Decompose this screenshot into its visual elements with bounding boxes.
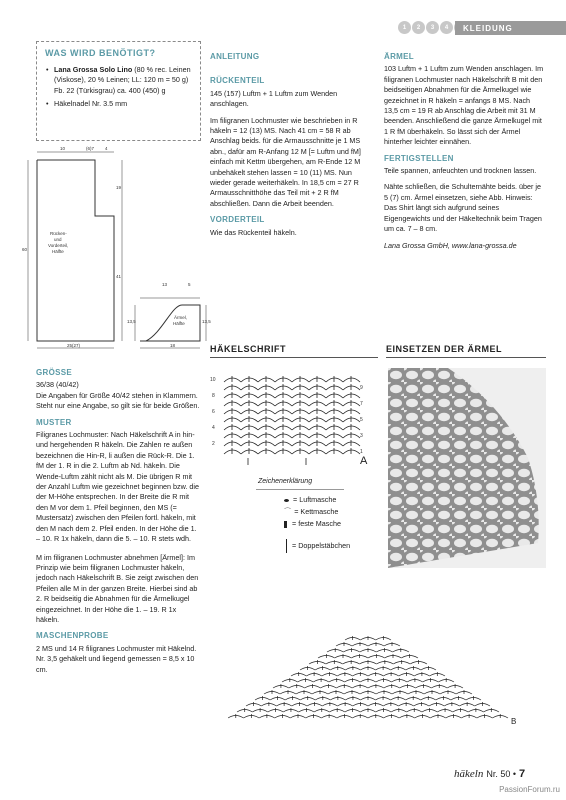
treble-crochet-icon	[286, 539, 287, 553]
paragraph: 2 MS und 14 R filigranes Lochmuster mit Häkelnd. Nr. 3,5 gehäkelt und liegend gemessen = 8,5 x 10 cm.	[36, 643, 197, 674]
materials-box	[36, 41, 201, 141]
chain-arc	[241, 386, 258, 390]
chain-arc	[343, 434, 360, 438]
divider	[386, 357, 546, 358]
chain-arc	[258, 442, 275, 446]
section-heading: MUSTER	[36, 417, 72, 427]
chain-arc	[224, 426, 241, 430]
chain-arc	[224, 434, 241, 438]
chain-arc	[224, 442, 241, 446]
dim-label: 13,5	[202, 319, 211, 324]
chain-arc	[326, 386, 343, 390]
legend	[284, 494, 350, 553]
chain-arc	[224, 386, 241, 390]
row-number: 10	[210, 377, 216, 383]
chain-arc	[275, 434, 292, 438]
legend-label: = Doppelstäbchen	[292, 540, 351, 550]
chain-arc	[241, 418, 258, 422]
chain-arc	[309, 394, 326, 398]
chain-arc	[241, 434, 258, 438]
legend-item	[284, 494, 350, 506]
paragraph: Im filigranen Lochmuster wie beschrieben in R häkeln = 12 (13) MS. Nach 41 cm = 58 R ab Anschlag beids. für die Armausschnitte je 1 MS abn., dafür am R-Anfang 12 M [= Luftm und fM] einfach mit Kettm übergehen, am R-Ende 12 M unbehäkelt stehen lassen = 10 (11) MS. Nun wieder gerade weiterhäkeln. In 18,5 cm = 27 R Armausschnitthöhe das Teil mit + 2 R fM abschließen. Dann die Arbeit beenden.	[210, 115, 361, 208]
dim-label: 4	[105, 146, 108, 151]
dim-label: 41	[116, 274, 122, 279]
section-heading: ANLEITUNG	[210, 52, 260, 61]
chart-label-a: A	[360, 455, 368, 467]
chain-arc	[275, 426, 292, 430]
chain-arc	[343, 394, 360, 398]
chain-arc	[309, 402, 326, 406]
chain-arc	[326, 434, 343, 438]
chain-arc	[292, 402, 309, 406]
section-dot: 4	[440, 21, 453, 34]
dim-label: 19	[116, 185, 122, 190]
dim-label: (6)7	[86, 146, 95, 151]
chain-arc	[258, 378, 275, 382]
chain-arc	[343, 410, 360, 414]
section-dot: 2	[412, 21, 425, 34]
paragraph: Teile spannen, anfeuchten und trocknen lassen.	[384, 166, 537, 176]
row-number: 5	[360, 417, 363, 423]
chain-arc	[309, 386, 326, 390]
chain-arc	[258, 450, 275, 454]
yarn-details: (80 % rec. Leinen (Viskose), 20 % Leinen; LL: 120 m = 50 g) Fb. 22 (Türkisgrau) ca. 400 (450) g	[54, 65, 191, 95]
chain-arc	[258, 410, 275, 414]
row-number: 9	[360, 385, 363, 391]
legend-label: = Kettmasche	[294, 507, 339, 516]
chain-arc	[292, 386, 309, 390]
chart-section-title: HÄKELSCHRIFT	[210, 344, 286, 354]
dim-label: 25(27)	[67, 343, 81, 348]
chain-symbol-icon	[284, 499, 289, 502]
schematic-label: Hälfte	[173, 321, 185, 326]
slip-stitch-icon: ⌒	[284, 507, 292, 516]
dim-label: 10	[60, 146, 66, 151]
chain-arc	[343, 450, 360, 454]
row-number: 2	[212, 441, 215, 447]
crochet-chart-b	[228, 630, 523, 730]
chain-arc	[326, 418, 343, 422]
chain-arc	[275, 450, 292, 454]
chain-arc	[309, 418, 326, 422]
chain-arc	[292, 394, 309, 398]
chain-arc	[241, 378, 258, 382]
chain-arc	[343, 386, 360, 390]
chain-arc	[292, 410, 309, 414]
single-crochet-icon	[284, 521, 287, 528]
chain-arc	[224, 402, 241, 406]
legend-item	[284, 506, 350, 518]
section-heading: RÜCKENTEIL	[210, 76, 265, 86]
credit: Lana Grossa GmbH, www.lana-grossa.de	[384, 240, 517, 250]
chain-arc	[224, 378, 241, 382]
instructions-column	[210, 46, 374, 244]
chain-arc	[275, 386, 292, 390]
chain-arc	[326, 402, 343, 406]
dim-label: 13	[162, 282, 168, 287]
dim-label: 5	[188, 282, 191, 287]
chain-arc	[241, 450, 258, 454]
left-text-column	[36, 368, 200, 681]
chain-arc	[258, 418, 275, 422]
row-number: 4	[212, 425, 215, 431]
chain-arc	[343, 402, 360, 406]
legend-label: = Luftmasche	[293, 495, 337, 504]
dim-label: 13,5	[127, 319, 136, 324]
sleeve-column	[384, 46, 544, 257]
paragraph: 103 Luftm + 1 Luftm zum Wenden anschlagen. Im filigranen Lochmuster nach Häkelschrift B mit den beidseitigen Abnahmen für die Ärmelkugel wie gezeichnet in R häkeln = anfangs 8 MS. Nach 13,5 cm = 19 R ab Anschlag die Arbeit mit 31 M beenden. Anschließend die ganze Ärmelkugel mit 1 R fM überhäkeln. So lässt sich der Ärmel hinterher leichter einnähen.	[384, 64, 544, 147]
dim-label: 18	[170, 343, 176, 348]
garment-schematic	[22, 143, 212, 353]
row-number: 1	[360, 449, 363, 455]
chain-arc	[241, 394, 258, 398]
chain-arc	[241, 426, 258, 430]
materials-item: • Häkelnadel Nr. 3.5 mm	[54, 99, 192, 109]
chain-arc	[241, 410, 258, 414]
chain-arc	[258, 394, 275, 398]
row-number: 8	[212, 393, 215, 399]
chain-arc	[275, 410, 292, 414]
schematic-label: Vorderteil,	[48, 243, 69, 248]
divider	[256, 489, 344, 490]
materials-list	[45, 65, 192, 110]
chain-arc	[275, 442, 292, 446]
chain-arc	[309, 378, 326, 382]
issue-number: Nr. 50 •	[486, 769, 516, 779]
sleeve-photo	[388, 368, 546, 568]
chain-arc	[292, 378, 309, 382]
schematic-label: Rücken-	[50, 231, 67, 236]
section-dot: 1	[398, 21, 411, 34]
section-heading: GRÖSSE	[36, 368, 73, 377]
page-footer	[454, 768, 525, 780]
chain-arc	[241, 402, 258, 406]
chain-arc	[292, 442, 309, 446]
chain-arc	[224, 418, 241, 422]
section-heading: FERTIGSTELLEN	[384, 153, 454, 163]
legend-item	[284, 518, 350, 530]
crochet-chart-a	[208, 368, 378, 468]
chain-arc	[275, 394, 292, 398]
paragraph: Nähte schließen, die Schulternähte beids. über je 5 (7) cm. Ärmel einsetzen, siehe Abb. Hinweis: Das Shirt längt sich aufgrund seines Eigengewichts und der Häkeltechnik beim Tragen um ca. 7 – 8 cm.	[384, 182, 542, 234]
chain-arc	[343, 442, 360, 446]
section-heading: MASCHENPROBE	[36, 631, 109, 641]
chain-arc	[343, 378, 360, 382]
chain-arc	[343, 426, 360, 430]
paragraph: Wie das Rückenteil häkeln.	[210, 227, 297, 237]
chain-arc	[258, 386, 275, 390]
chain-arc	[326, 394, 343, 398]
chain-arc	[309, 410, 326, 414]
chain-arc	[275, 402, 292, 406]
size-value: 36/38 (40/42)	[36, 380, 79, 390]
section-heading: ÄRMEL	[384, 52, 414, 61]
page-number: 7	[519, 768, 526, 780]
chain-arc	[224, 450, 241, 454]
chain-arc	[326, 378, 343, 382]
chain-arc	[326, 450, 343, 454]
section-heading: VORDERTEIL	[210, 215, 265, 225]
paragraph: Filigranes Lochmuster: Nach Häkelschrift A in hin- und hergehenden R häkeln. Die Zahlen re außen bezeichnen die Hin-R, li außen die Rück-R. Die 1. fM der 1. R in die 2. Luftm ab Nd. häkeln. Die Wende-Luftm zählt nicht als M. Die übrigen R mit der Anzahl Luftm wie gezeichnet beginnen bzw. die der M-Höhe entsprechen. In der Breite die R mit den M vor dem 1. Pfeil beginnen, den MS (= Mustersatz) zwischen den Pfeilen fortl. häkeln, mit den M nach dem 2. Pfeil enden. In der Höhe die 1. – 10. R 1x häkeln, dann die 5. – 10. R stets wdh.	[36, 430, 200, 544]
chain-arc	[258, 402, 275, 406]
paragraph: Die Angaben für Größe 40/42 stehen in Klammern. Steht nur eine Angabe, so gilt sie für beide Größen.	[36, 390, 200, 411]
chain-arc	[292, 426, 309, 430]
chain-arc	[258, 434, 275, 438]
chain-arc	[275, 418, 292, 422]
dim-label: 60	[22, 247, 28, 252]
sleeve-section-title: EINSETZEN DER ÄRMEL	[386, 344, 503, 354]
chain-arc	[309, 442, 326, 446]
row-number: 6	[212, 409, 215, 415]
chain-arc	[292, 418, 309, 422]
chain-arc	[258, 426, 275, 430]
category-tag: KLEIDUNG	[455, 21, 566, 35]
materials-title: WAS WIRD BENÖTIGT?	[45, 48, 156, 58]
legend-title: Zeichenerklärung	[258, 478, 313, 485]
chart-label-b: B	[511, 717, 517, 726]
legend-label: = feste Masche	[292, 519, 341, 528]
chain-arc	[326, 426, 343, 430]
schematic-label: Ärmel,	[174, 315, 188, 320]
divider	[210, 357, 378, 358]
chain-arc	[224, 394, 241, 398]
chain-arc	[309, 434, 326, 438]
section-dot: 3	[426, 21, 439, 34]
chain-arc	[309, 426, 326, 430]
chain-arc	[309, 450, 326, 454]
chain-arc	[326, 410, 343, 414]
materials-item	[54, 65, 192, 96]
chain-arc	[275, 378, 292, 382]
chain-arc	[343, 418, 360, 422]
chain-arc	[241, 442, 258, 446]
chain-arc	[292, 450, 309, 454]
paragraph: 145 (157) Luftm + 1 Luftm zum Wenden anschlagen.	[210, 88, 338, 109]
chain-arc	[292, 434, 309, 438]
row-number: 7	[360, 401, 363, 407]
chain-arc	[326, 442, 343, 446]
legend-item	[284, 539, 350, 553]
row-number: 3	[360, 433, 363, 439]
watermark: PassionForum.ru	[499, 785, 560, 794]
paragraph: M im filigranen Lochmuster abnehmen [Ärmel]: Im Prinzip wie beim filigranen Lochmuster häkeln, jedoch nach Häkelschrift B. Sie zeigt zwischen den Pfeilen alle M in der ganzen Breite. Hierbei sind ab 2. R beidseitig die Abnahmen für die Ärmelkugel eingezeichnet. In der Höhe die 1. – 19. R 1x häkeln.	[36, 552, 199, 624]
magazine-name: häkeln	[454, 768, 484, 780]
chain-arc	[224, 410, 241, 414]
schematic-label: Hälfte	[52, 249, 64, 254]
yarn-brand: Lana Grossa Solo Lino	[54, 65, 133, 74]
schematic-label: und	[54, 237, 62, 242]
